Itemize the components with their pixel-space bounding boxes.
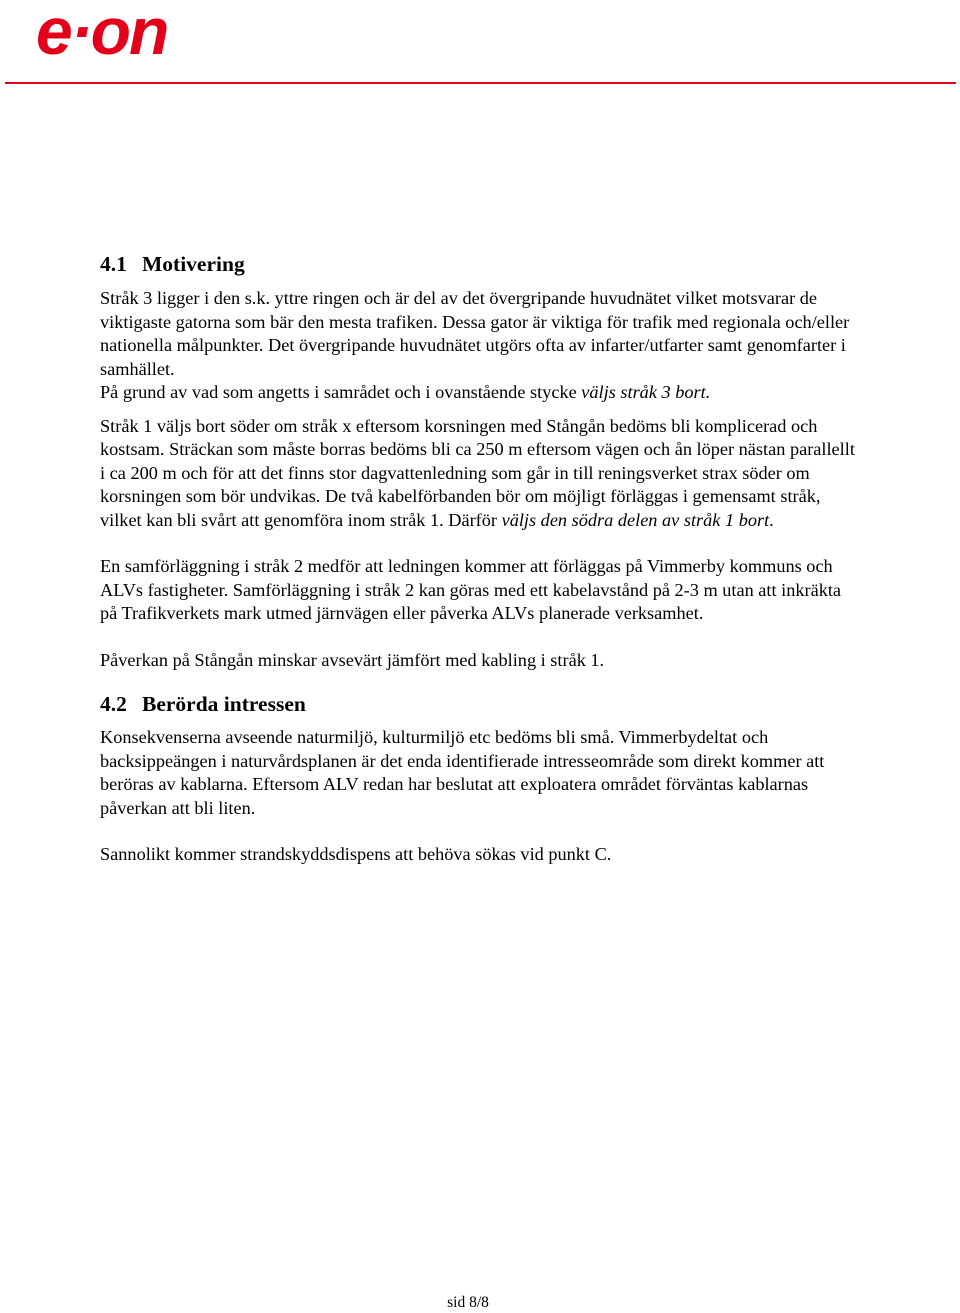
page-number: sid 8/8 — [447, 1294, 489, 1311]
emphasis-text: väljs stråk 3 bort. — [581, 382, 711, 402]
paragraph-text: . — [769, 509, 774, 530]
paragraph-motivering-3: En samförläggning i stråk 2 medför att ledningen kommer att förläggas på Vimmerby kommuns och ALVs fastigheter. Samförläggning i stråk 2 kan göras med ett kabelavstånd på 2-3 m utan att inkräkta på Trafikverkets mark utmed järnvägen eller påverka ALVs planerade verksamhet. — [100, 556, 842, 623]
section-heading-4-2 — [100, 690, 860, 718]
section-number: 4.1 — [100, 252, 127, 276]
section-number: 4.2 — [100, 692, 127, 716]
document-body — [100, 250, 860, 867]
eon-logo — [36, 2, 226, 62]
paragraph-intressen-1: Konsekvenserna avseende naturmiljö, kulturmiljö etc bedöms bli små. Vimmerbydeltat och backsippeängen i naturvårdsplanen är det enda identifierade intresseområde som direkt kommer att beröras av kablarna. Eftersom ALV redan har beslutat att exploatera området förväntas kablarnas påverkan att bli liten. — [100, 727, 825, 818]
paragraph-motivering-4: Påverkan på Stångån minskar avsevärt jämfört med kabling i stråk 1. — [100, 649, 605, 670]
header-rule — [5, 82, 956, 84]
paragraph-motivering-1 — [100, 287, 860, 405]
paragraph-intressen-2: Sannolikt kommer strandskyddsdispens att behöva sökas vid punkt C. — [100, 844, 612, 864]
paragraph-text: Stråk 3 ligger i den s.k. yttre ringen och är del av det övergripande huvudnätet vilket motsvarar de viktigaste gatorna som bär den mesta trafiken. Dessa gator är viktiga för trafik med regionala och/eller nationella målpunkter. Det övergripande huvudnätet utgörs ofta av infarter/utfarter samt genomfarter i samhället. — [100, 288, 850, 379]
emphasis-text: väljs den södra delen av stråk 1 bort — [501, 509, 770, 530]
svg-text:e·on: e·on — [36, 2, 168, 62]
paragraph-motivering-2 — [100, 415, 860, 533]
paragraph-text: Stråk 1 väljs bort söder om stråk x eftersom korsningen med Stångån bedöms bli komplicerad och kostsam. Sträckan som måste borras bedöms bli ca 250 m eftersom vägen och ån löper nästan parallellt i ca 200 m och för att det finns stor dagvattenledning som går in till reningsverket strax söder om korsningen som bör undvikas. De två kabelförbanden bör om möjligt förläggas i gemensamt stråk, vilket kan bli svårt att genomföra inom stråk 1. Därför — [100, 415, 855, 530]
section-title: Motivering — [142, 252, 245, 276]
section-title: Berörda intressen — [142, 692, 306, 716]
section-heading-4-1 — [100, 250, 860, 278]
paragraph-text: På grund av vad som angetts i samrådet och i ovanstående stycke — [100, 382, 582, 402]
